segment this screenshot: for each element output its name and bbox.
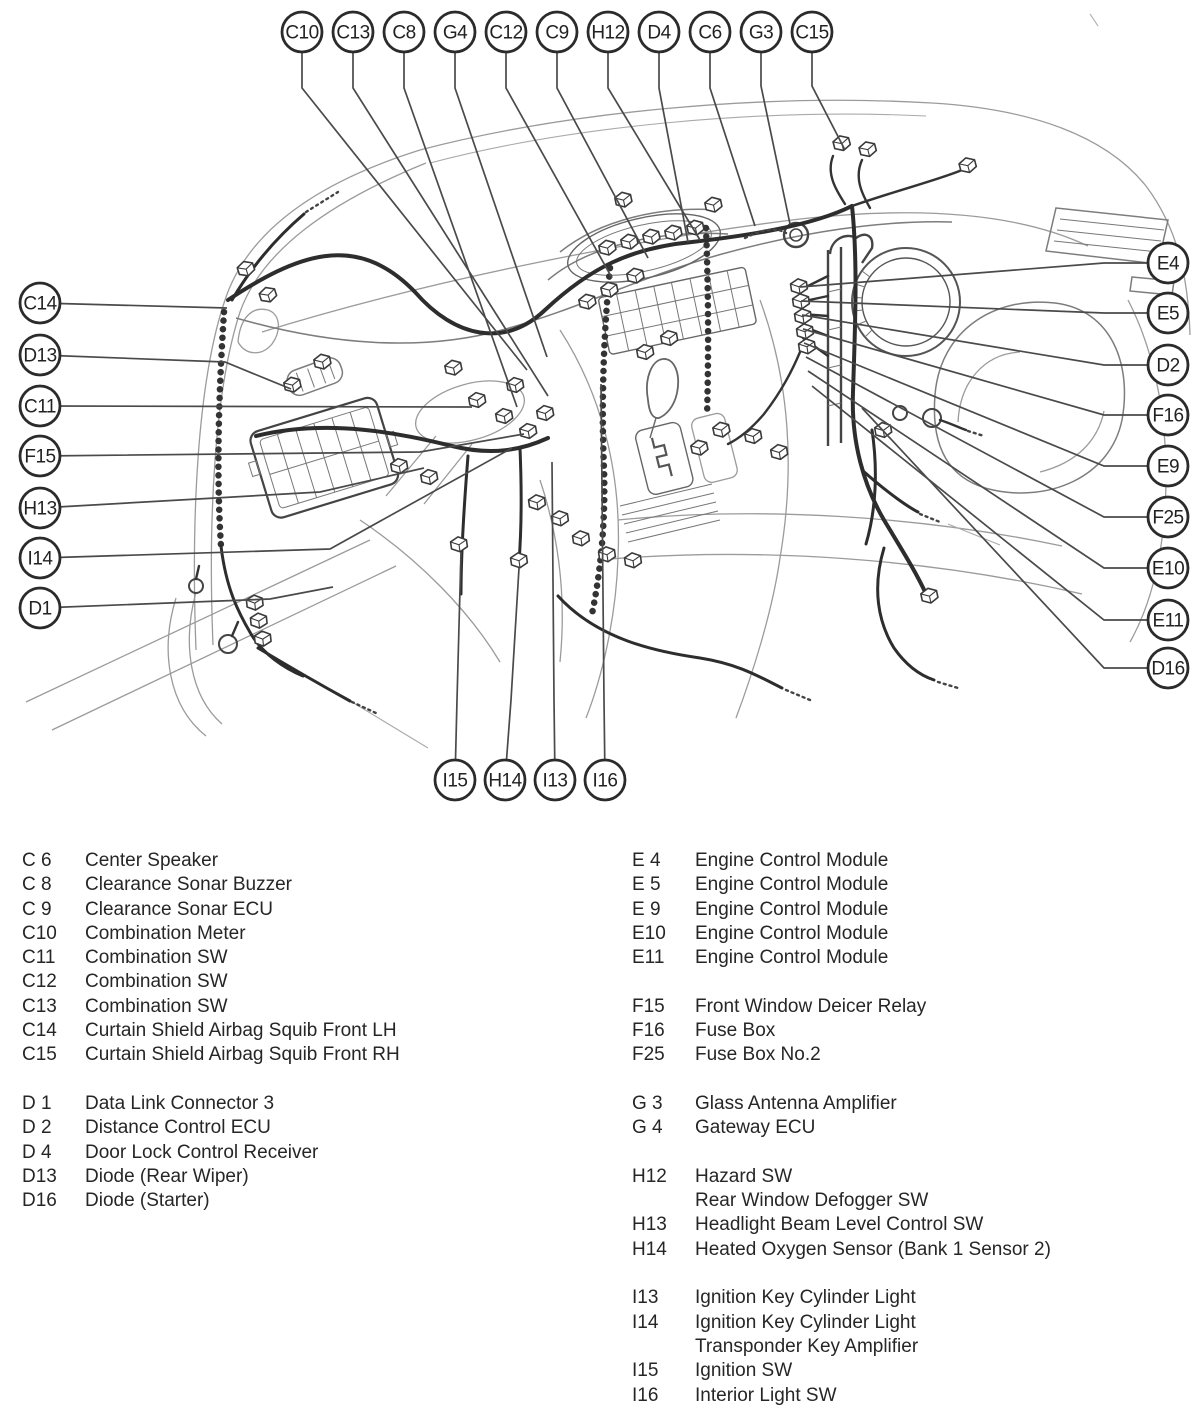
vehicle-body-outline (26, 14, 1190, 748)
legend-code: C12 (22, 971, 57, 993)
legend-name: Curtain Shield Airbag Squib Front LH (85, 1020, 397, 1042)
legend-row (632, 849, 1192, 873)
callout-c15 (792, 12, 832, 52)
leader-g3 (761, 32, 790, 224)
leader-i13 (552, 462, 555, 780)
leader-e11 (812, 386, 1168, 620)
leader-d16 (862, 408, 1168, 668)
callout-label: E5 (1156, 303, 1180, 325)
legend-name: Front Window Deicer Relay (695, 995, 927, 1017)
legend-name: Distance Control ECU (85, 1117, 271, 1139)
callout-f15 (20, 436, 60, 476)
legend-row (632, 1335, 1192, 1359)
legend-code: D 1 (22, 1092, 52, 1114)
legend-name: Engine Control Module (695, 850, 889, 871)
legend-name: Clearance Sonar Buzzer (85, 874, 292, 896)
legend-row (22, 995, 582, 1019)
callout-label: F16 (1152, 405, 1184, 427)
callout-label: H12 (591, 22, 625, 44)
callout-label: C12 (489, 22, 523, 44)
legend-name: Hazard SW (695, 1165, 793, 1187)
callout-label: C15 (795, 22, 829, 44)
callout-label: E4 (1156, 253, 1180, 275)
legend-row (22, 1189, 582, 1213)
legend-group-gap (632, 1141, 1192, 1165)
legend-name: Combination SW (85, 995, 228, 1017)
legend-code: E11 (632, 947, 665, 969)
callout-i13 (535, 760, 575, 800)
legend-name: Combination Meter (85, 922, 246, 944)
callout-label: H14 (488, 770, 522, 792)
legend-code: C13 (22, 995, 57, 1017)
callout-g4 (435, 12, 475, 52)
callout-label: E10 (1151, 558, 1185, 580)
leader-c14 (40, 303, 227, 308)
legend-code: D 4 (22, 1141, 52, 1163)
legend-code: D16 (22, 1190, 57, 1212)
legend-name: Glass Antenna Amplifier (695, 1092, 897, 1114)
callout-label: D13 (23, 345, 57, 367)
legend-row (632, 873, 1192, 897)
legend-group-gap (632, 1262, 1192, 1286)
callout-label: I13 (542, 770, 568, 792)
legend-name: Data Link Connector 3 (85, 1092, 275, 1114)
callout-label: G3 (748, 22, 774, 44)
callout-d2 (1148, 345, 1188, 385)
legend-row (632, 1043, 1192, 1067)
legend-row (632, 1165, 1192, 1189)
legend-code: I13 (632, 1287, 659, 1309)
legend-row (632, 1189, 1192, 1213)
legend-row (632, 1286, 1192, 1310)
callout-e10 (1148, 548, 1188, 588)
legend-row (632, 1384, 1192, 1408)
callout-h14 (485, 760, 525, 800)
legend-row (22, 1141, 582, 1165)
legend-row (632, 922, 1192, 946)
legend-row (632, 1238, 1192, 1262)
legend-name: Combination SW (85, 947, 228, 969)
leader-i14 (40, 448, 512, 558)
legend-group-gap (22, 1068, 582, 1092)
legend-name: Heated Oxygen Sensor (Bank 1 Sensor 2) (695, 1238, 1051, 1260)
legend-row (632, 1116, 1192, 1140)
legend-row (632, 1213, 1192, 1237)
legend-code: D13 (22, 1165, 57, 1187)
callout-e4 (1148, 243, 1188, 283)
callout-label: D1 (28, 598, 52, 620)
callout-label: C11 (24, 396, 56, 418)
legend-name: Headlight Beam Level Control SW (695, 1214, 984, 1236)
leader-h13 (40, 468, 424, 508)
legend-row (22, 1043, 582, 1067)
callout-label: E9 (1156, 456, 1180, 478)
callout-label: F25 (1152, 507, 1184, 529)
callout-label: F15 (24, 446, 56, 468)
legend-code: I14 (632, 1311, 659, 1333)
legend-name: Center Speaker (85, 850, 219, 871)
legend-code: F16 (632, 1020, 665, 1042)
callout-label: C10 (285, 22, 319, 44)
callout-c12 (486, 12, 526, 52)
leader-i15 (455, 552, 461, 780)
callout-f25 (1148, 497, 1188, 537)
callout-label: H13 (23, 498, 57, 520)
legend-name: Combination SW (85, 971, 228, 993)
leader-h14 (505, 568, 519, 780)
legend-name: Engine Control Module (695, 947, 889, 969)
legend-row (632, 1092, 1192, 1116)
callout-label: E11 (1152, 610, 1184, 632)
callout-c14 (20, 283, 60, 323)
dashboard-outline (189, 201, 1174, 718)
callout-c13 (333, 12, 373, 52)
callout-label: G4 (442, 22, 468, 44)
callout-e5 (1148, 293, 1188, 333)
callout-h12 (588, 12, 628, 52)
legend-row (632, 1311, 1192, 1335)
legend-name: Rear Window Defogger SW (695, 1190, 929, 1212)
callout-label: I16 (592, 770, 618, 792)
legend-code: E 5 (632, 874, 661, 896)
leader-d1 (40, 587, 333, 608)
legend-row (22, 898, 582, 922)
leader-i16 (601, 384, 605, 780)
legend-code: H14 (632, 1238, 667, 1260)
legend-row (22, 922, 582, 946)
legend-row (22, 1165, 582, 1189)
legend-row (632, 898, 1192, 922)
legend-row (22, 946, 582, 970)
callout-i16 (585, 760, 625, 800)
callout-c6 (690, 12, 730, 52)
legend-name: Engine Control Module (695, 898, 889, 920)
callout-d13 (20, 335, 60, 375)
legend-name: Ignition SW (695, 1360, 793, 1382)
legend-row (632, 1359, 1192, 1383)
callout-label: C14 (23, 293, 57, 315)
callout-label: D4 (647, 22, 671, 44)
leader-g4 (455, 32, 547, 357)
legend-code: E 4 (632, 850, 661, 871)
legend-code: C 8 (22, 874, 52, 896)
legend-name: Fuse Box No.2 (695, 1044, 821, 1066)
callout-label: D16 (1151, 658, 1185, 680)
legend-name: Curtain Shield Airbag Squib Front RH (85, 1044, 400, 1066)
legend-name: Interior Light SW (695, 1384, 837, 1406)
legend-left-column (22, 849, 582, 1213)
legend-row (632, 946, 1192, 970)
callout-label: C13 (336, 22, 370, 44)
legend-group-gap (632, 970, 1192, 994)
legend-name: Gateway ECU (695, 1117, 816, 1139)
leader-c9 (557, 32, 648, 258)
legend-group-gap (632, 1068, 1192, 1092)
callout-e11 (1148, 600, 1188, 640)
leader-c13 (353, 32, 548, 396)
legend-code: F25 (632, 1044, 665, 1066)
callout-label: C9 (545, 22, 569, 44)
leader-d13 (40, 355, 291, 389)
callout-c11 (20, 386, 60, 426)
legend-code: G 3 (632, 1092, 663, 1114)
callout-d1 (20, 588, 60, 628)
callout-e9 (1148, 446, 1188, 486)
legend-code: G 4 (632, 1117, 663, 1139)
legend-name: Clearance Sonar ECU (85, 898, 273, 920)
legend-code: H12 (632, 1165, 667, 1187)
legend-code: C14 (22, 1020, 57, 1042)
legend-code: C15 (22, 1044, 57, 1066)
legend-name: Fuse Box (695, 1020, 776, 1042)
legend-code: D 2 (22, 1117, 52, 1139)
legend-code: C10 (22, 922, 57, 944)
callout-label: C8 (392, 22, 416, 44)
legend-name: Diode (Rear Wiper) (85, 1165, 249, 1187)
legend-name: Diode (Starter) (85, 1190, 210, 1212)
leader-c6 (710, 32, 755, 226)
legend-row (632, 1019, 1192, 1043)
callout-d4 (639, 12, 679, 52)
callout-h13 (20, 488, 60, 528)
legend-row (22, 1019, 582, 1043)
legend-code: F15 (632, 995, 665, 1017)
legend-row (22, 1116, 582, 1140)
legend-row (632, 995, 1192, 1019)
legend-code: C 6 (22, 850, 52, 871)
legend-row (22, 849, 582, 873)
callout-i15 (435, 760, 475, 800)
legend-name: Door Lock Control Receiver (85, 1141, 319, 1163)
legend-row (22, 970, 582, 994)
legend-name: Engine Control Module (695, 922, 889, 944)
connectors (236, 134, 977, 647)
legend-code: I15 (632, 1360, 659, 1382)
callout-i14 (20, 538, 60, 578)
legend-name: Ignition Key Cylinder Light (695, 1311, 916, 1333)
legend-row (22, 1092, 582, 1116)
legend-code: E 9 (632, 898, 661, 920)
legend-name: Engine Control Module (695, 874, 889, 896)
callout-c8 (384, 12, 424, 52)
legend-code: H13 (632, 1214, 667, 1236)
legend-code: E10 (632, 922, 666, 944)
callout-f16 (1148, 395, 1188, 435)
legend-code: I16 (632, 1384, 659, 1406)
callout-label: I15 (442, 770, 468, 792)
callout-label: D2 (1156, 355, 1180, 377)
callout-d16 (1148, 648, 1188, 688)
callout-label: C6 (698, 22, 722, 44)
legend-name: Ignition Key Cylinder Light (695, 1287, 916, 1309)
legend-code: C 9 (22, 898, 52, 920)
callout-c9 (537, 12, 577, 52)
legend-code: C11 (22, 947, 56, 969)
callout-c10 (282, 12, 322, 52)
legend-name: Transponder Key Amplifier (695, 1335, 919, 1357)
leader-c11 (40, 406, 472, 407)
callout-label: I14 (27, 548, 53, 570)
legend-right-column (632, 849, 1192, 1408)
legend-row (22, 873, 582, 897)
callout-g3 (741, 12, 781, 52)
